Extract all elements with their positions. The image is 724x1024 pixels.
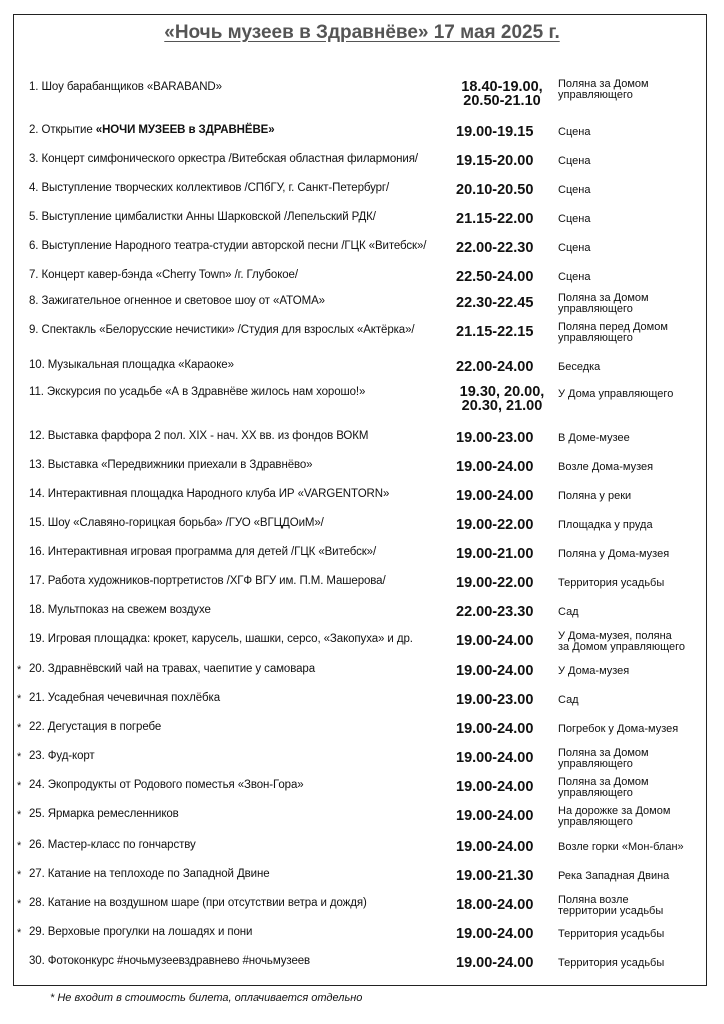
event-time: 19.00-21.30: [456, 868, 534, 884]
event-place: Сцена: [558, 126, 591, 138]
event-name: 13. Выставка «Передвижники приехали в Здравнёво»: [29, 459, 313, 471]
event-time: 19.00-24.00: [456, 721, 534, 737]
event-time: 19.00-24.00: [456, 488, 534, 504]
paid-marker: *: [17, 927, 22, 939]
event-time: 19.00-24.00: [456, 750, 534, 766]
event-name: 6. Выступление Народного театра-студии авторской песни /ГЦК «Витебск»/: [29, 240, 427, 252]
event-name: 4. Выступление творческих коллективов /СПбГУ, г. Санкт-Петербург/: [29, 182, 390, 194]
event-place: Сцена: [558, 184, 591, 196]
event-time: 21.15-22.00: [456, 211, 534, 227]
event-place: Сцена: [558, 271, 591, 283]
event-name: 14. Интерактивная площадка Народного клуба ИР «VARGENTORN»: [29, 488, 390, 500]
event-time: 19.00-23.00: [456, 692, 534, 708]
event-place: Территория усадьбы: [558, 957, 665, 969]
event-place: Поляна у реки: [558, 490, 632, 502]
event-name: 26. Мастер-класс по гончарству: [29, 839, 196, 851]
paid-marker: *: [17, 809, 22, 821]
event-name: 3. Концерт симфонического оркестра /Витебская областная филармония/: [29, 153, 418, 165]
event-name-bold: «НОЧИ МУЗЕЕВ в ЗДРАВНЁВЕ»: [95, 124, 275, 136]
event-time: 19.00-22.00: [456, 575, 534, 591]
event-place: Поляна за Домом управляющего: [558, 747, 649, 770]
event-time: 19.15-20.00: [456, 153, 534, 169]
event-time: 22.50-24.00: [456, 269, 534, 285]
event-time: 18.00-24.00: [456, 897, 534, 913]
paid-marker: *: [17, 780, 22, 792]
event-place: Возле горки «Мон-блан»: [558, 841, 684, 853]
event-place: Сад: [558, 606, 579, 618]
event-place: Территория усадьбы: [558, 577, 665, 589]
event-name: 25. Ярмарка ремесленников: [29, 808, 179, 820]
event-name: 21. Усадебная чечевичная похлёбка: [29, 692, 220, 704]
event-place: Сцена: [558, 242, 591, 254]
paid-marker: *: [17, 693, 22, 705]
event-time: 19.00-24.00: [456, 633, 534, 649]
event-name: 30. Фотоконкурс #ночьмузеевздравнево #ночьмузеев: [29, 955, 311, 967]
event-name: 2. Открытие «НОЧИ МУЗЕЕВ в ЗДРАВНЁВЕ»: [29, 124, 275, 136]
event-place: Беседка: [558, 361, 601, 373]
event-time: 19.00-24.00: [456, 955, 534, 971]
paid-marker: *: [17, 869, 22, 881]
event-place: Поляна за Домом управляющего: [558, 78, 649, 101]
event-name: 7. Концерт кавер-бэнда «Cherry Town» /г. Глубокое/: [29, 269, 298, 281]
event-time: 21.15-22.15: [456, 324, 534, 340]
event-name: 16. Интерактивная игровая программа для детей /ГЦК «Витебск»/: [29, 546, 377, 558]
event-time: 22.00-24.00: [456, 359, 534, 375]
event-name: 10. Музыкальная площадка «Караоке»: [29, 359, 234, 371]
event-time: 19.00-24.00: [456, 663, 534, 679]
event-time: 19.00-22.00: [456, 517, 534, 533]
event-time: 19.00-21.00: [456, 546, 534, 562]
event-name: 27. Катание на теплоходе по Западной Двине: [29, 868, 270, 880]
event-time: 19.30, 20.00, 20.30, 21.00: [459, 384, 545, 414]
event-name: 9. Спектакль «Белорусские нечистики» /Студия для взрослых «Актёрка»/: [29, 324, 415, 336]
paid-marker: *: [17, 751, 22, 763]
event-time: 19.00-24.00: [456, 839, 534, 855]
event-name: 15. Шоу «Славяно-горицкая борьба» /ГУО «ВГЦДОиМ»/: [29, 517, 324, 529]
event-name: 29. Верховые прогулки на лошадях и пони: [29, 926, 253, 938]
paid-marker: *: [17, 722, 22, 734]
event-place: У Дома-музея: [558, 665, 630, 677]
event-name: 12. Выставка фарфора 2 пол. XIX - нач. XX вв. из фондов ВОКМ: [29, 430, 369, 442]
event-place: Сцена: [558, 213, 591, 225]
event-time: 19.00-24.00: [456, 779, 534, 795]
paid-marker: *: [17, 840, 22, 852]
event-name: 11. Экскурсия по усадьбе «А в Здравнёве жилось нам хорошо!»: [29, 386, 366, 398]
footnote: * Не входит в стоимость билета, оплачивается отдельно: [50, 992, 363, 1004]
event-place: Поляна у Дома-музея: [558, 548, 670, 560]
event-name: 8. Зажигательное огненное и световое шоу от «ATOMA»: [29, 295, 325, 307]
event-time: 20.10-20.50: [456, 182, 534, 198]
event-time: 19.00-24.00: [456, 926, 534, 942]
event-time: 19.00-24.00: [456, 808, 534, 824]
event-name: 19. Игровая площадка: крокет, карусель, шашки, серсо, «Закопуха» и др.: [29, 633, 413, 645]
event-place: На дорожке за Домом управляющего: [558, 805, 671, 828]
event-name: 1. Шоу барабанщиков «BARABAND»: [29, 81, 222, 93]
event-time: 19.00-24.00: [456, 459, 534, 475]
event-name: 22. Дегустация в погребе: [29, 721, 162, 733]
event-place: У Дома управляющего: [558, 388, 674, 400]
paid-marker: *: [17, 898, 22, 910]
event-time: 19.00-19.15: [456, 124, 534, 140]
event-place: Поляна возле территории усадьбы: [558, 894, 664, 917]
event-name: 24. Экопродукты от Родового поместья «Звон-Гора»: [29, 779, 304, 791]
event-time: 19.00-23.00: [456, 430, 534, 446]
paid-marker: *: [17, 664, 22, 676]
event-time: 22.30-22.45: [456, 295, 534, 311]
event-name: 5. Выступление цимбалистки Анны Шарковской /Лепельский РДК/: [29, 211, 376, 223]
event-place: Река Западная Двина: [558, 870, 670, 882]
event-time: 22.00-22.30: [456, 240, 534, 256]
event-place: У Дома-музея, поляна за Домом управляющего: [558, 630, 686, 653]
event-name: 17. Работа художников-портретистов /ХГФ ВГУ им. П.М. Машерова/: [29, 575, 386, 587]
event-place: Погребок у Дома-музея: [558, 723, 679, 735]
event-place: Поляна за Домом управляющего: [558, 292, 649, 315]
event-name: 20. Здравнёвский чай на травах, чаепитие у самовара: [29, 663, 315, 675]
event-place: Поляна перед Домом управляющего: [558, 321, 668, 344]
event-place: Сцена: [558, 155, 591, 167]
event-place: Сад: [558, 694, 579, 706]
event-name: 28. Катание на воздушном шаре (при отсутствии ветра и дождя): [29, 897, 367, 909]
page-title: «Ночь музеев в Здравнёве» 17 мая 2025 г.: [164, 22, 560, 43]
event-time: 18.40-19.00, 20.50-21.10: [461, 79, 543, 109]
event-place: Площадка у пруда: [558, 519, 653, 531]
event-place: Возле Дома-музея: [558, 461, 654, 473]
event-name: 18. Мультпоказ на свежем воздухе: [29, 604, 211, 616]
event-place: Поляна за Домом управляющего: [558, 776, 649, 799]
event-name: 23. Фуд-корт: [29, 750, 95, 762]
event-place: В Доме-музее: [558, 432, 630, 444]
event-time: 22.00-23.30: [456, 604, 534, 620]
event-place: Территория усадьбы: [558, 928, 665, 940]
